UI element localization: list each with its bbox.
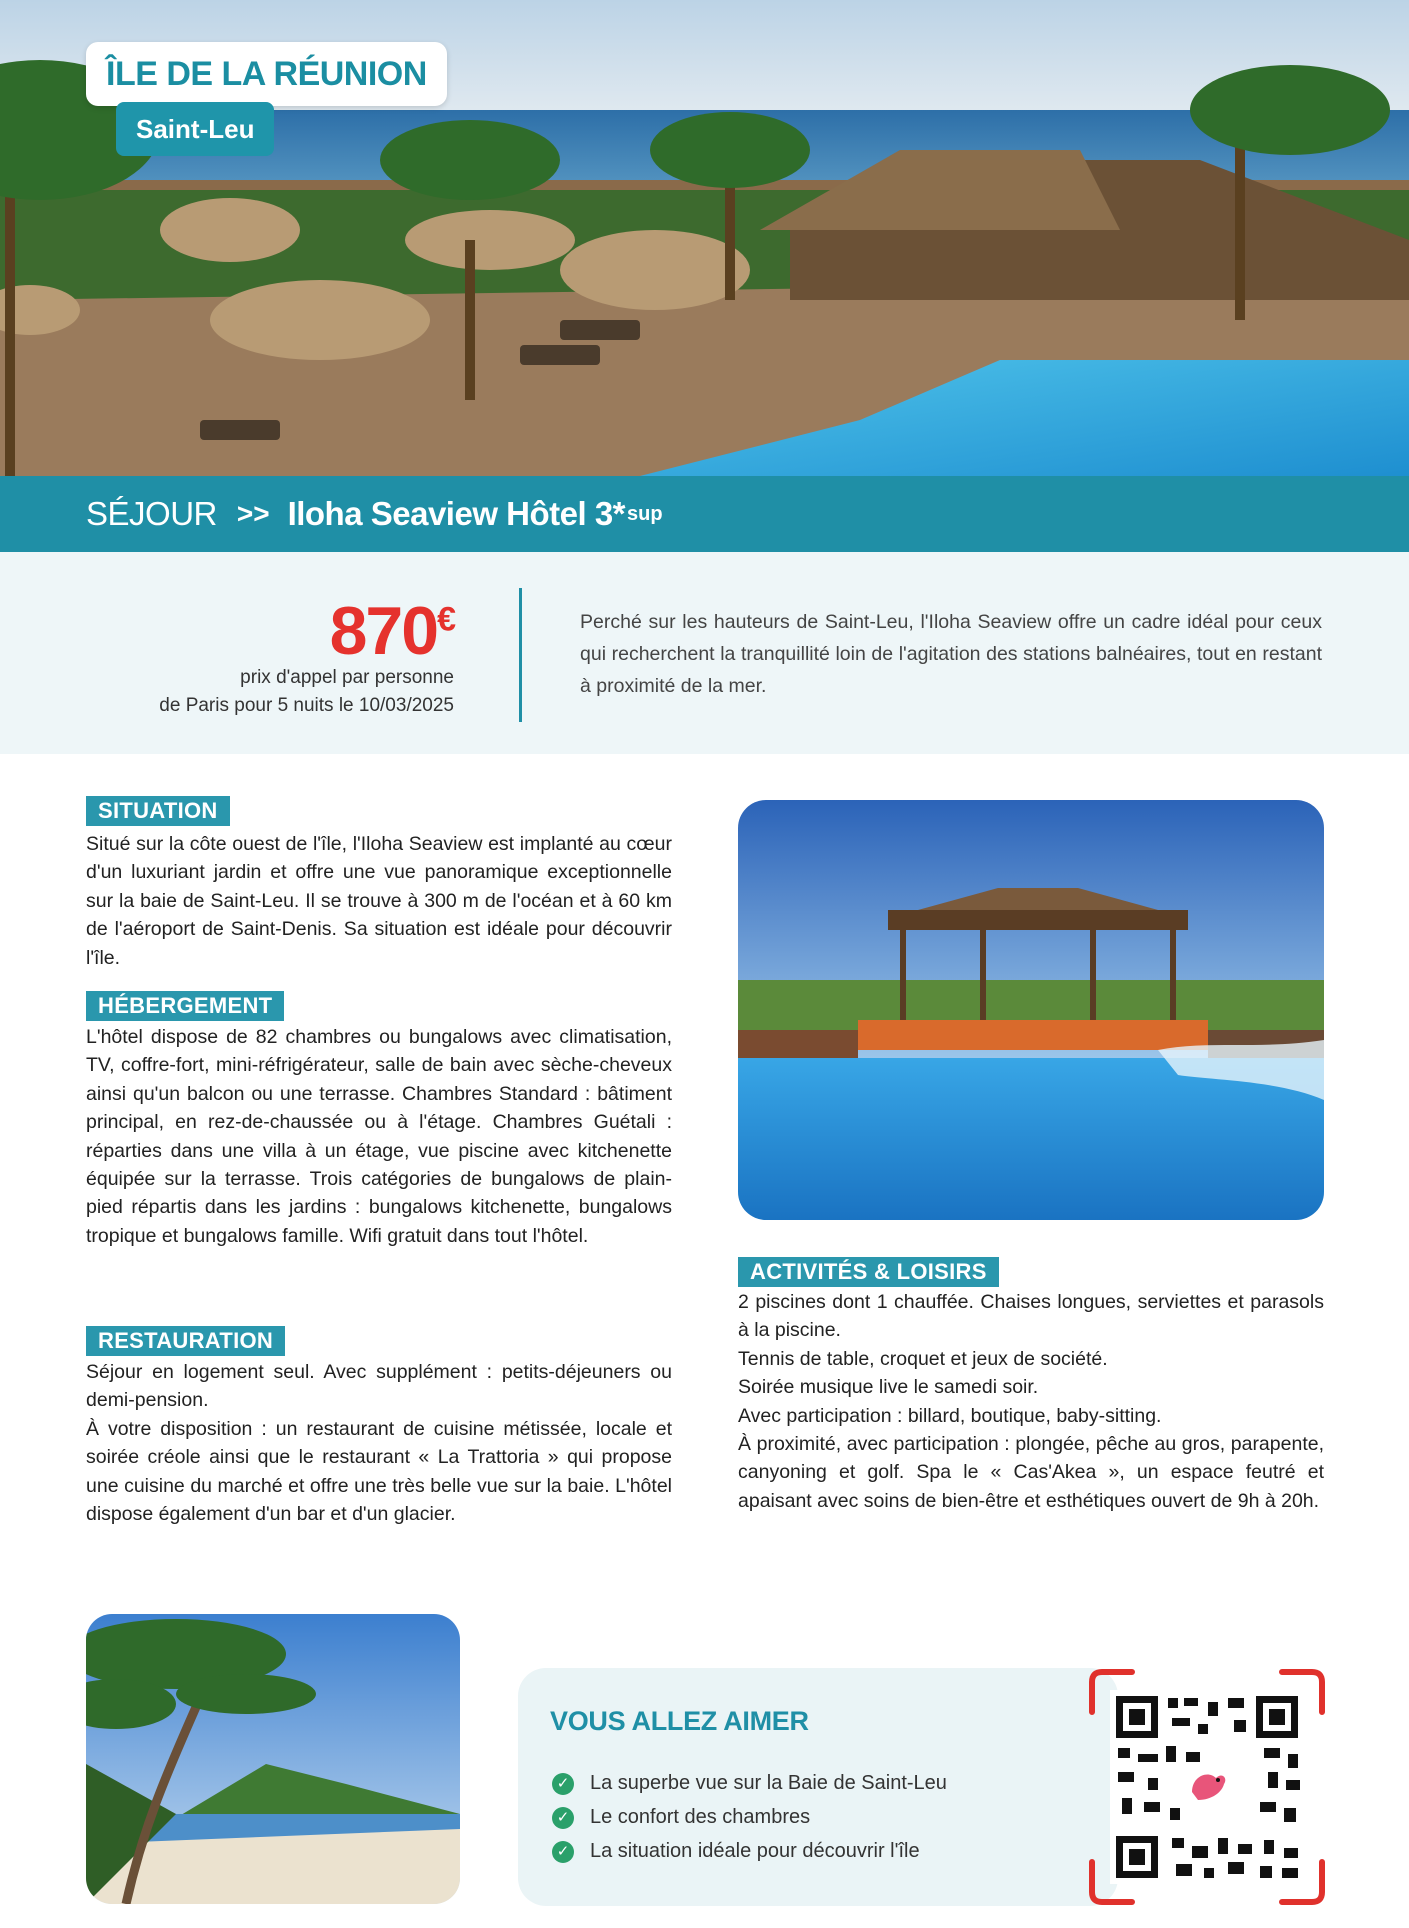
- activites-line: Tennis de table, croquet et jeux de société.: [738, 1347, 1108, 1370]
- section-text-activites: [738, 1288, 1324, 1515]
- activites-line: À proximité, avec participation : plongée, pêche au gros, parapente, canyoning et golf. Spa le « Cas'Akea », un espace feutré et apaisant avec soins de bien-être et esthétiques ouvert de 9h à 20h.: [738, 1433, 1324, 1512]
- highlight-item: [552, 1772, 947, 1795]
- qr-code[interactable]: [1088, 1668, 1326, 1906]
- highlight-text: La situation idéale pour découvrir l'île: [590, 1840, 920, 1862]
- check-icon: ✓: [552, 1773, 574, 1795]
- price: [330, 592, 454, 670]
- price-amount: 870: [329, 593, 438, 669]
- section-title-situation: SITUATION: [86, 796, 230, 826]
- title-bar: [0, 476, 1409, 552]
- region-badge: ÎLE DE LA RÉUNION: [86, 42, 447, 106]
- activites-line: Avec participation : billard, boutique, baby-sitting.: [738, 1404, 1162, 1427]
- section-text-restauration: [86, 1358, 672, 1528]
- intro-text: Perché sur les hauteurs de Saint-Leu, l'Iloha Seaview offre un cadre idéal pour ceux qui recherchent la tranquillité loin de l'agitation des stations balnéaires, tout en restant à proximité de la mer.: [580, 611, 1322, 697]
- section-title-hebergement: HÉBERGEMENT: [86, 991, 284, 1021]
- section-title-restauration: RESTAURATION: [86, 1326, 285, 1356]
- restauration-paragraph-2: À votre disposition : un restaurant de cuisine métissée, locale et soirée créole ainsi que le restaurant « La Trattoria » qui propose une cuisine du marché et offre une très belle vue sur la baie. L'hôtel dispose également d'un bar et d'un glacier.: [86, 1417, 672, 1526]
- activites-line: 2 piscines dont 1 chauffée. Chaises longues, serviettes et parasols à la piscine.: [738, 1291, 1324, 1342]
- hotel-rating-suffix: sup: [627, 502, 663, 525]
- beach-photo: [86, 1614, 460, 1904]
- check-icon: ✓: [552, 1807, 574, 1829]
- restauration-paragraph-1: Séjour en logement seul. Avec supplément : petits-déjeuners ou demi-pension.: [86, 1361, 672, 1412]
- city-badge: Saint-Leu: [116, 102, 274, 156]
- title-arrows: >>: [236, 498, 270, 529]
- highlight-item: [552, 1840, 920, 1863]
- highlight-text: La superbe vue sur la Baie de Saint-Leu: [590, 1772, 947, 1794]
- highlight-text: Le confort des chambres: [590, 1806, 811, 1828]
- pool-photo: [738, 800, 1324, 1220]
- price-divider: [519, 588, 522, 722]
- stay-type: SÉJOUR: [86, 495, 217, 532]
- highlights-title: VOUS ALLEZ AIMER: [550, 1706, 809, 1736]
- price-note-line2: de Paris pour 5 nuits le 10/03/2025: [159, 695, 454, 716]
- highlight-item: [552, 1806, 810, 1829]
- price-panel: [0, 552, 1409, 754]
- hotel-name: Iloha Seaview Hôtel 3*: [287, 495, 626, 532]
- section-text-situation: Situé sur la côte ouest de l'île, l'Iloha Seaview est implanté au cœur d'un luxuriant jardin et offre une vue panoramique exceptionnelle sur la baie de Saint-Leu. Il se trouve à 300 m de l'océan et à 60 km de l'aéroport de Saint-Denis. Sa situation est idéale pour découvrir l'île.: [86, 833, 672, 969]
- section-title-activites: ACTIVITÉS & LOISIRS: [738, 1257, 999, 1287]
- section-text-hebergement: L'hôtel dispose de 82 chambres ou bungalows avec climatisation, TV, coffre-fort, mini-réfrigérateur, salle de bain avec sèche-cheveux ainsi qu'un balcon ou une terrasse. Chambres Standard : bâtiment principal, en rez-de-chaussée ou à l'étage. Chambres Guétali : réparties dans une villa à un étage, vue piscine avec kitchenette équipée sur la terrasse. Trois catégories de bungalows de plain-pied répartis dans les jardins : bungalows kitchenette, bungalows tropique et bungalows famille. Wifi gratuit dans tout l'hôtel.: [86, 1026, 672, 1247]
- activites-line: Soirée musique live le samedi soir.: [738, 1376, 1039, 1399]
- price-note: [159, 664, 454, 720]
- check-icon: ✓: [552, 1841, 574, 1863]
- price-note-line1: prix d'appel par personne: [240, 667, 454, 688]
- price-currency: €: [437, 600, 454, 639]
